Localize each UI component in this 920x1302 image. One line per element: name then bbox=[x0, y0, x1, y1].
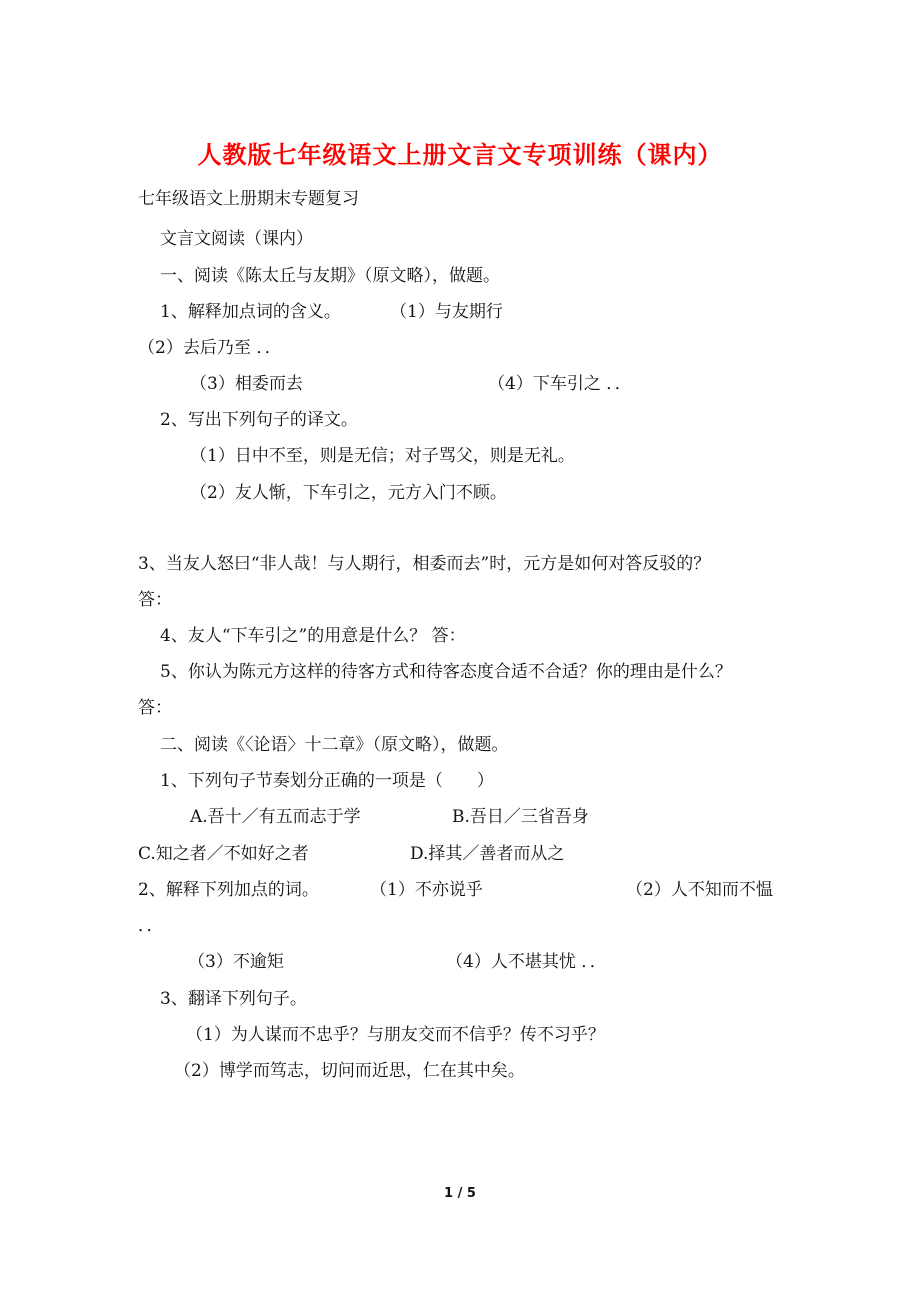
part2-q1-option-c: C.知之者／不如好之者 bbox=[138, 844, 309, 864]
part2-q1-option-a: A.吾十／有五而志于学 bbox=[190, 807, 361, 827]
part2-heading: 二、阅读《〈论语〉十二章》（原文略），做题。 bbox=[160, 735, 509, 755]
part2-q1-option-d: D.择其／善者而从之 bbox=[410, 844, 565, 864]
part1-q2-item1: （1）日中不至，则是无信；对子骂父，则是无礼。 bbox=[190, 446, 575, 466]
part1-q1-item4: （4）下车引之 ．． bbox=[488, 374, 632, 394]
part1-q5-answer: 答： bbox=[138, 698, 172, 718]
part2-q3-item1: （1）为人谋而不忠乎？与朋友交而不信乎？传不习乎？ bbox=[186, 1025, 605, 1045]
part2-q2-item3: （3）不逾矩 bbox=[188, 952, 284, 972]
part2-q2-item2: （2）人不知而不愠 bbox=[626, 880, 773, 900]
part1-q2: 2、写出下列句子的译文。 bbox=[160, 410, 358, 430]
part1-q1-item3: （3）相委而去 bbox=[190, 374, 303, 394]
section-heading: 文言文阅读（课内） bbox=[160, 229, 313, 249]
part1-q1-item1: （1）与友期行 bbox=[390, 302, 503, 322]
part1-q1-item2: （2）去后乃至 ．． bbox=[138, 338, 282, 358]
subtitle: 七年级语文上册期末专题复习 bbox=[138, 189, 359, 209]
part2-q1-option-b: B.吾日／三省吾身 bbox=[452, 807, 589, 827]
part1-q5: 5、你认为陈元方这样的待客方式和待客态度合适不合适？你的理由是什么？ bbox=[160, 662, 732, 682]
part2-q2: 2、解释下列加点的词。 bbox=[138, 880, 319, 900]
part2-q2-item4: （4）人不堪其忧 ．． bbox=[446, 952, 607, 972]
part2-q1: 1、下列句子节奏划分正确的一项是（ ） bbox=[160, 771, 494, 791]
part1-heading: 一、阅读《陈太丘与友期》（原文略），做题。 bbox=[160, 266, 500, 286]
part1-q3: 3、当友人怒曰“非人哉！与人期行，相委而去”时，元方是如何对答反驳的？ bbox=[138, 554, 711, 574]
document-title: 人教版七年级语文上册文言文专项训练（课内） bbox=[197, 140, 723, 169]
part2-q3: 3、翻译下列句子。 bbox=[160, 989, 307, 1009]
part2-q3-item2: （2）博学而笃志，切问而近思，仁在其中矣。 bbox=[174, 1061, 525, 1081]
part2-q2-emphasis-dots: ．． bbox=[138, 916, 164, 936]
part1-q2-item2: （2）友人惭，下车引之，元方入门不顾。 bbox=[190, 483, 507, 503]
page-indicator: 1 / 5 bbox=[444, 1186, 476, 1201]
part2-q2-item1: （1）不亦说乎 bbox=[370, 880, 483, 900]
part1-q1: 1、解释加点词的含义。 bbox=[160, 302, 341, 322]
part1-q4: 4、友人“下车引之”的用意是什么？ 答： bbox=[160, 626, 466, 646]
part1-q3-answer: 答： bbox=[138, 590, 172, 610]
